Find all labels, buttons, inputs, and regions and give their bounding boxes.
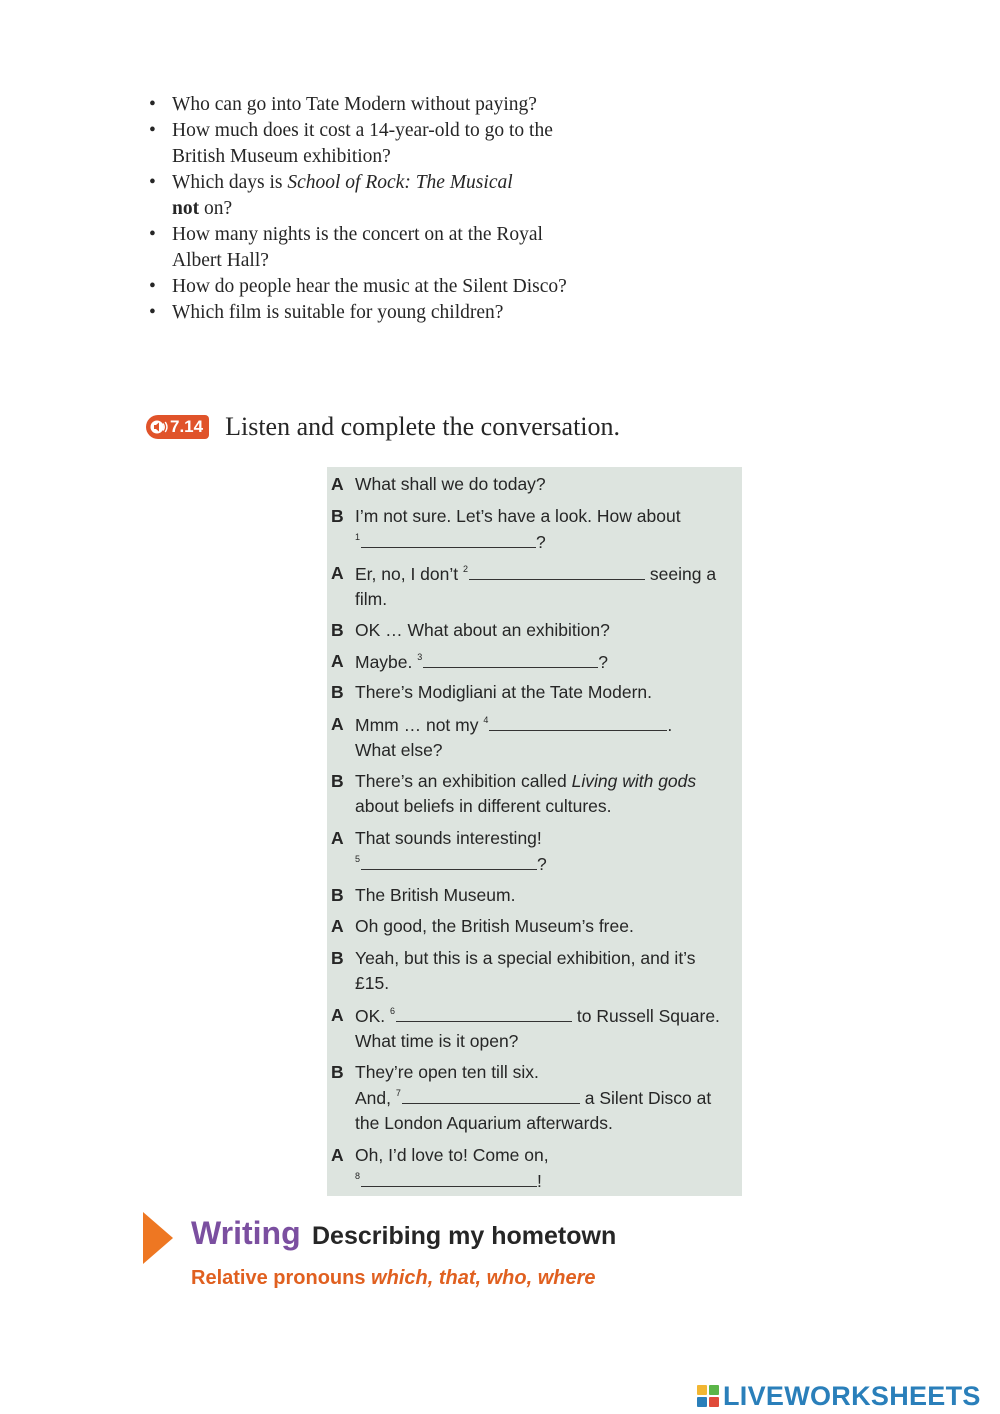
grammar-focus: Relative pronouns which, that, who, where [191,1267,596,1289]
speaker-label: A [331,563,344,583]
question-item: • How much does it cost a 14-year-old to go to the British Museum exhibition? [149,120,553,167]
speaker-label: A [331,916,344,936]
speaker-label: A [331,1145,344,1165]
logo-blocks-icon [697,1385,719,1407]
writing-section [143,1212,743,1302]
speaker-label: B [331,948,344,968]
speaker-label: A [331,714,344,734]
arrow-icon [143,1212,173,1264]
brand-logo [697,1380,981,1412]
answer-blank-6[interactable] [396,1003,572,1022]
question-item: • Which days is School of Rock: The Musical not on? [149,172,513,219]
answer-blank-7[interactable] [402,1085,580,1104]
section-title: Writing [191,1215,301,1251]
speaker-icon [150,419,168,435]
speaker-label: A [331,1005,344,1025]
answer-blank-8[interactable] [361,1168,537,1187]
question-item: • How do people hear the music at the Silent Disco? [149,276,567,297]
answer-blank-1[interactable] [361,529,536,548]
speaker-label: A [331,828,344,848]
question-item: • Who can go into Tate Modern without paying? [149,94,537,115]
audio-track-badge[interactable] [146,415,209,439]
answer-blank-3[interactable] [423,649,598,668]
listen-header [146,412,620,442]
track-number: 7.14 [170,417,204,436]
question-item: • How many nights is the concert on at the Royal Albert Hall? [149,224,543,271]
speaker-label: B [331,771,344,791]
dialogue-panel: A What shall we do today? B I’m not sure. Let’s have a look. How about $^1$ ? A Er, no, I don’t $^2$ seeing a film. B OK … What about an exhibition? A Maybe. $^3$ ? B There’s Modigliani at the Tate Modern. A Mmm … not my $^4$ . What else? B There’s an exhibition called Living with gods about beliefs in different cultures. A That sounds interesting! $^5$ ? B The British Museum. A Oh good, the British Museum’s free. B Yeah, but this is a special exhibition, and it’s £15. A OK. $^6$ to Russell Square. What time is it open? B They’re open ten till six. And, $^7$ a Silent Disco at the London Aquarium afterwards. A Oh, I’d love to! Come on, $^8$ ! [327,467,742,1196]
speaker-label: A [331,651,344,671]
listen-instruction: Listen and complete the conversation. [225,412,621,441]
brand-name: LIVEWORKSHEETS [723,1380,981,1411]
speaker-label: B [331,885,344,905]
speaker-label: B [331,1062,344,1082]
speaker-label: B [331,506,344,526]
answer-blank-4[interactable] [489,712,667,731]
speaker-label: A [331,474,344,494]
section-subtitle: Describing my hometown [312,1222,617,1250]
question-item: • Which film is suitable for young children? [149,302,504,323]
speaker-label: B [331,682,344,702]
speaker-label: B [331,620,344,640]
question-list [147,92,567,326]
answer-blank-2[interactable] [469,561,645,580]
answer-blank-5[interactable] [361,851,537,870]
